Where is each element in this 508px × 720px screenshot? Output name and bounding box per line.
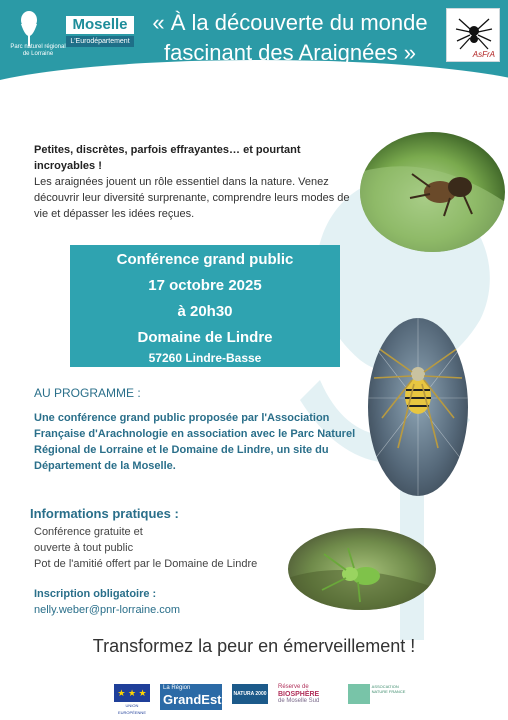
association-text: ASSOCIATION NATURE FRANCE (371, 684, 406, 694)
grand-est-big: GrandEst (163, 692, 222, 707)
asfra-logo (446, 8, 500, 62)
jumping-spider-photo (360, 132, 505, 252)
conference-title: Conférence grand public (116, 251, 294, 268)
natura-label: NATURA 2000 (232, 684, 268, 704)
association-mark-icon (348, 684, 370, 704)
biosphere-sub: de Moselle Sud (278, 698, 320, 704)
natura-2000-logo (232, 684, 268, 710)
info-lines (34, 524, 294, 572)
grand-est-logo (160, 684, 222, 710)
parc-logo-text: Parc naturel régional de Lorraine (10, 44, 66, 57)
info-line-1: Conférence gratuite et (34, 526, 143, 538)
biosphere-logo (278, 684, 338, 710)
partner-logos (110, 684, 410, 715)
programme-text: Une conférence grand public proposée par l'Association Française d'Arachnologie en association avec le Parc Naturel Régional de Lorraine et le Domaine de Lindre, un site du Département de la Moselle. (34, 412, 356, 472)
info-line-2: ouverte à tout public (34, 542, 134, 554)
eu-logo (114, 684, 150, 715)
conference-address: 57260 Lindre-Basse (148, 351, 262, 365)
moselle-logo-name: Moselle (66, 16, 134, 34)
slogan: Transformez la peur en émerveillement ! (92, 636, 416, 656)
intro-body: Les araignées jouent un rôle essentiel dans la nature. Venez découvrir leur diversité surprenante, comprendre leurs modes de vie et dépasser les idées reçues. (34, 176, 350, 220)
moselle-logo (66, 16, 134, 50)
inscription-email[interactable]: nelly.weber@pnr-lorraine.com (34, 604, 181, 616)
conference-box (70, 245, 340, 367)
spider-photo-illustration (360, 132, 505, 252)
grand-est-small: La Région (163, 685, 191, 691)
thistle-icon (14, 8, 44, 48)
biosphere-big: BIOSPHÈRE (278, 691, 320, 698)
info-title: Informations pratiques : (30, 506, 179, 521)
info-line-3: Pot de l'amitié offert par le Domaine de Lindre (34, 558, 258, 570)
parc-lorraine-logo (8, 8, 66, 68)
asfra-logo-text: AsFrA (472, 50, 495, 59)
page-title: « À la découverte du monde fascinant des Araignées » (152, 10, 428, 65)
green-spider-illustration (288, 528, 436, 610)
conference-date: 17 octobre 2025 (148, 277, 262, 294)
moselle-logo-tagline: L'Eurodépartement (66, 36, 134, 47)
association-logo (348, 684, 408, 710)
inscription-title: Inscription obligatoire : (34, 588, 157, 600)
intro-lead: Petites, discrètes, parfois effrayantes… et pourtant incroyables ! (34, 144, 301, 172)
wasp-spider-photo (368, 318, 468, 496)
green-spider-photo (288, 528, 436, 610)
intro-text (34, 142, 364, 222)
wasp-spider-illustration (368, 318, 468, 496)
programme-title: AU PROGRAMME : (34, 386, 141, 400)
eu-flag-icon: ★ ★ ★ (114, 684, 150, 702)
conference-venue: Domaine de Lindre (137, 329, 273, 346)
biosphere-top: Réserve de (278, 684, 309, 690)
conference-time: à 20h30 (177, 303, 233, 320)
eu-caption: UNION EUROPÉENNE (117, 703, 146, 715)
